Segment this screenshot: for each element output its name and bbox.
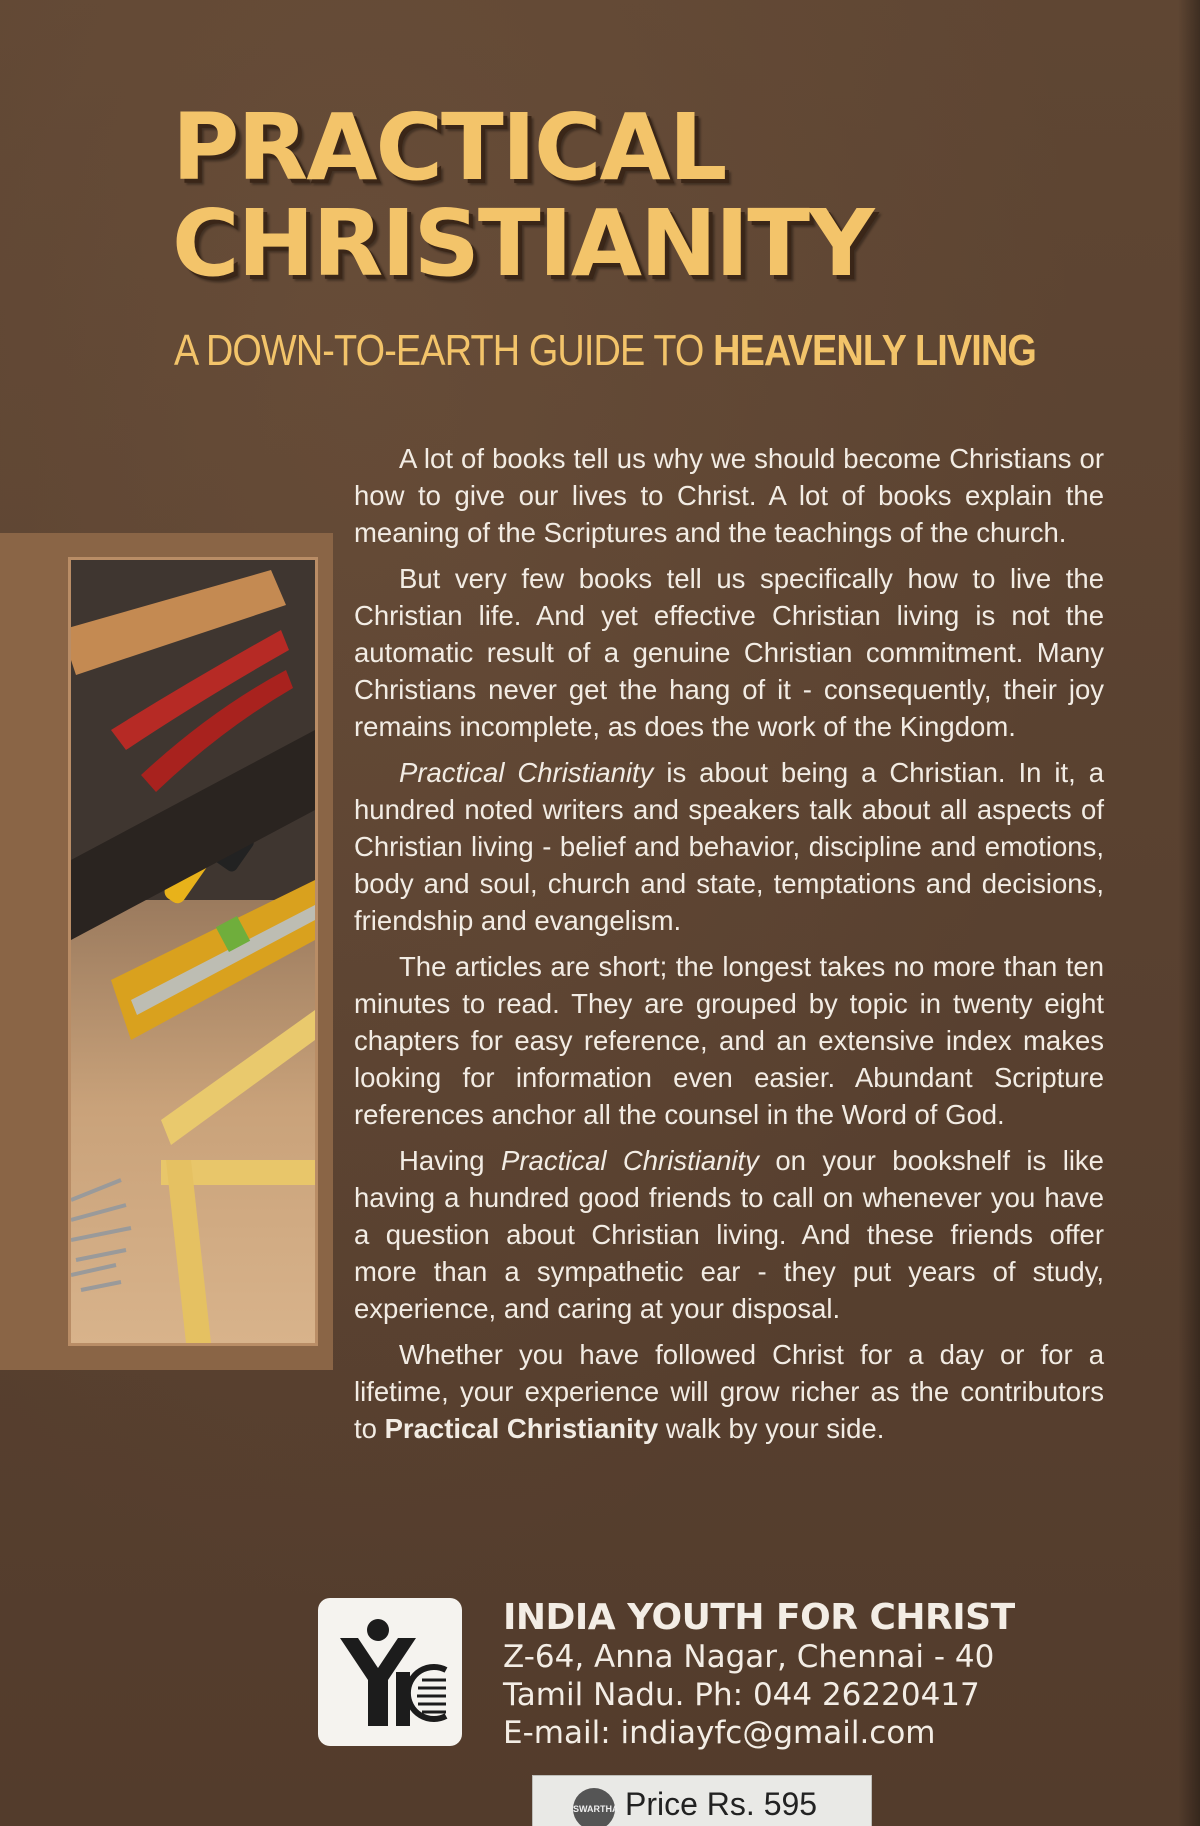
- blurb-paragraph-6-text: walk by your side.: [658, 1413, 885, 1444]
- blurb-paragraph-5-text: on your bookshelf is like having a hundred good friends to call on whenever you have a question about Christian living. And these friends offer more than a sympathetic ear - they put years of study, experience, and caring at your disposal.: [354, 1145, 1104, 1324]
- publisher-name: INDIA YOUTH FOR CHRIST: [503, 1597, 1015, 1638]
- blurb-paragraph-6: [354, 1336, 1104, 1447]
- blurb-paragraph-5-start: Having: [399, 1145, 502, 1176]
- blurb-paragraph-6-start: Whether you have followed Christ for a day or for a lifetime, your experience will grow richer as the contributors to: [354, 1339, 1104, 1444]
- publisher-email: E-mail: indiayfc@gmail.com: [503, 1715, 936, 1751]
- blurb-paragraph-3-text: is about being a Christian. In it, a hundred noted writers and speakers talk about all aspects of Christian living - belief and behavior, discipline and emotions, body and soul, church and state, temptations and decisions, friendship and evangelism.: [354, 757, 1104, 936]
- book-title-italic: Practical Christianity: [399, 757, 654, 788]
- title-line-2: CHRISTIANITY: [172, 190, 873, 297]
- cover-edge-shadow: [1178, 0, 1200, 1826]
- blurb-paragraph-3: [354, 754, 1104, 939]
- price-label: Price Rs. 595: [625, 1786, 818, 1822]
- book-title: [172, 94, 873, 297]
- book-subtitle: [174, 326, 1036, 376]
- subtitle-bold: HEAVENLY LIVING: [713, 326, 1037, 375]
- price-sticker: [532, 1775, 872, 1826]
- blurb-paragraph-4: The articles are short; the longest takes no more than ten minutes to read. They are grouped by topic in twenty eight chapters for easy reference, and an extensive index makes looking for information even easier. Abundant Scripture references anchor all the counsel in the Word of God.: [354, 951, 1104, 1130]
- publisher-address-1: Z-64, Anna Nagar, Chennai - 40: [503, 1639, 995, 1675]
- publisher-address-2: Tamil Nadu. Ph: 044 26220417: [503, 1677, 980, 1713]
- publisher-info: [503, 1598, 1015, 1752]
- yfc-logo-icon: [318, 1598, 462, 1746]
- title-line-1: PRACTICAL: [172, 94, 726, 201]
- blurb-paragraph-2: But very few books tell us specifically how to live the Christian life. And yet effective Christian living is not the automatic result of a genuine Christian commitment. Many Christians never get the hang of it - consequently, their joy remains incomplete, as does the work of the Kingdom.: [354, 563, 1104, 742]
- seller-logo-icon: SWARTHA: [573, 1788, 615, 1826]
- book-title-bold: Practical Christianity: [384, 1413, 659, 1444]
- blurb-paragraph-1: A lot of books tell us why we should become Christians or how to give our lives to Christ. A lot of books explain the meaning of the Scriptures and the teachings of the church.: [354, 443, 1104, 548]
- blurb-paragraph-5: [354, 1142, 1104, 1327]
- subtitle-plain: A DOWN-TO-EARTH GUIDE TO: [174, 326, 714, 375]
- tools-photo-icon: [68, 557, 318, 1346]
- blurb-text: [354, 440, 1104, 1456]
- book-title-italic: Practical Christianity: [501, 1145, 759, 1176]
